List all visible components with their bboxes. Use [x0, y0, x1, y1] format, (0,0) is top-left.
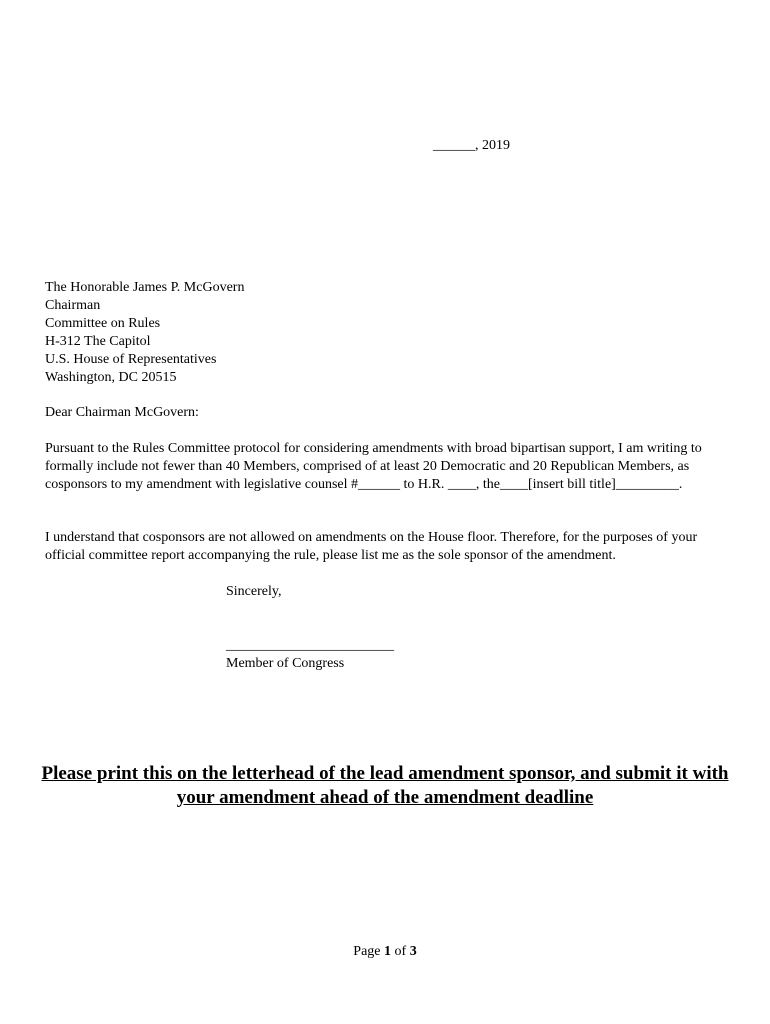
address-line: Committee on Rules: [45, 316, 161, 331]
address-line: Chairman: [45, 298, 101, 313]
address-line: H-312 The Capitol: [45, 334, 151, 349]
total-pages-number: 3: [409, 944, 417, 959]
page-footer: [0, 943, 770, 961]
body-paragraph-1: Pursuant to the Rules Committee protocol for considering amendments with broad bipartisan support, I am writing to formally include not fewer than 40 Members, comprised of at least 20 Democratic and 20 Republican Members, as cosponsors to my amendment with legislative counsel #______ to H.R. ____, the____[insert bill title]_________.: [45, 441, 702, 492]
signature-line: ________________________: [226, 638, 394, 653]
signature-title: Member of Congress: [226, 656, 345, 671]
salutation: Dear Chairman McGovern:: [45, 405, 199, 420]
body-paragraph-2: I understand that cosponsors are not allowed on amendments on the House floor. Therefore, for the purposes of your official committee report accompanying the rule, please list me as the sole sponsor of the amendment.: [45, 530, 698, 563]
page-prefix: Page: [353, 944, 381, 959]
page-of-text: of: [394, 944, 407, 959]
address-line: Washington, DC 20515: [45, 370, 177, 385]
closing: Sincerely,: [226, 584, 282, 599]
current-page-number: 1: [384, 944, 392, 959]
address-line: The Honorable James P. McGovern: [45, 280, 245, 295]
address-line: U.S. House of Representatives: [45, 352, 217, 367]
submission-notice: Please print this on the letterhead of the lead amendment sponsor, and submit it with your amendment ahead of the amendment deadline: [41, 763, 729, 808]
recipient-address: [45, 279, 244, 387]
date-line: ______, 2019: [433, 138, 510, 153]
